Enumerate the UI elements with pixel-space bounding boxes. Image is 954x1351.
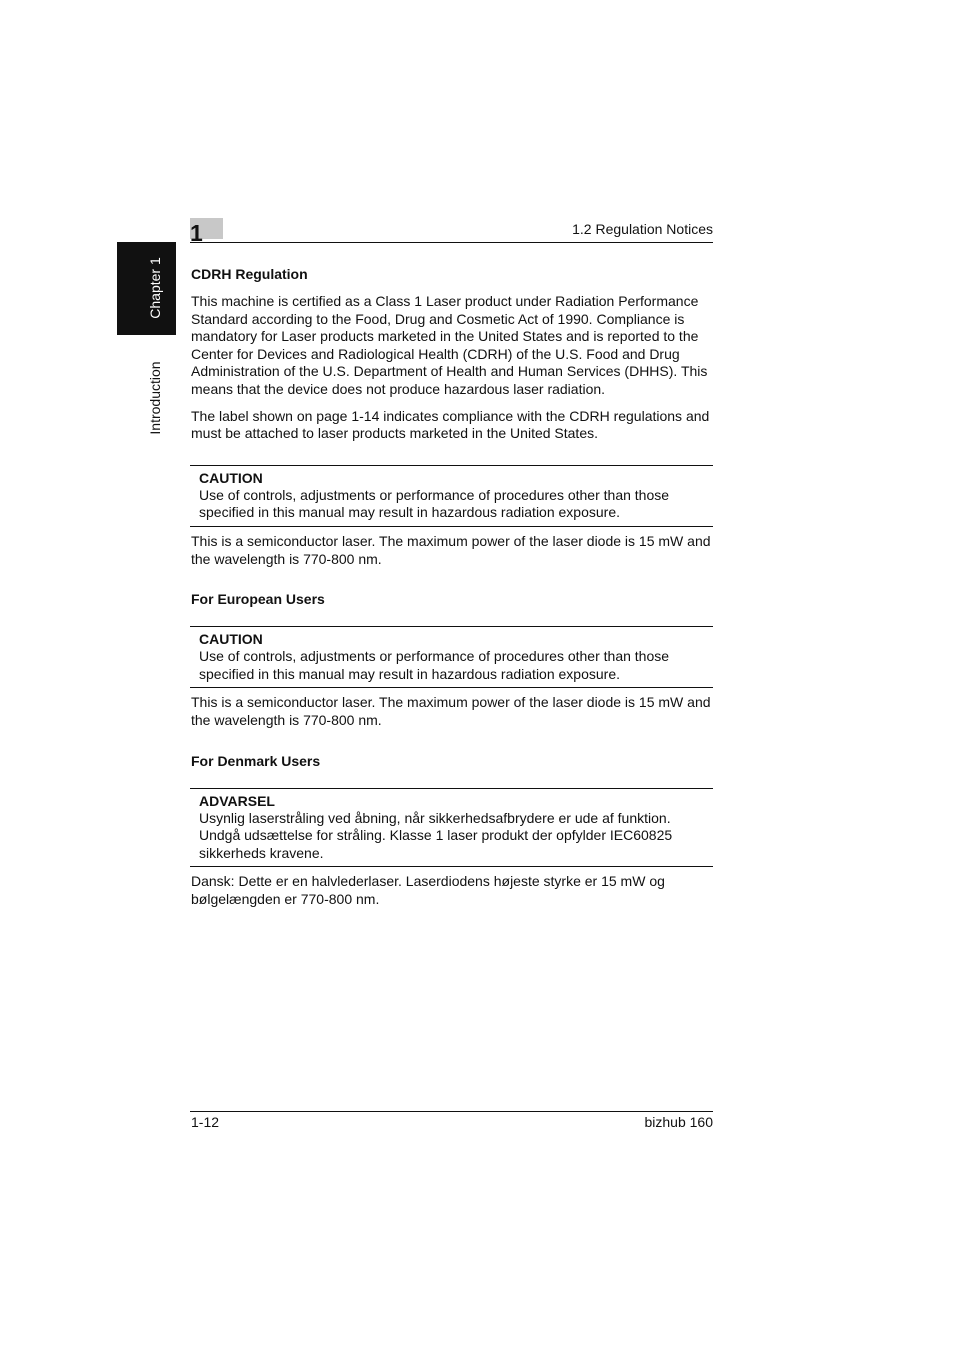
denmark-advarsel-notice bbox=[190, 788, 713, 868]
cdrh-paragraph-2: The label shown on page 1-14 indicates compliance with the CDRH regulations and must be attached to laser products marketed in the United States. bbox=[191, 407, 710, 442]
denmark-laser-spec: Dansk: Dette er en halvlederlaser. Laserdiodens højeste styrke er 15 mW og bølgelængden er 770-800 nm. bbox=[191, 873, 665, 907]
european-laser-spec: This is a semiconductor laser. The maximum power of the laser diode is 15 mW and the wavelength is 770-800 nm. bbox=[191, 694, 711, 728]
side-tab-chapter-label: Chapter 1 bbox=[147, 257, 163, 319]
advarsel-title: ADVARSEL bbox=[199, 792, 275, 809]
cdrh-paragraph-1: This machine is certified as a Class 1 Laser product under Radiation Performance Standard according to the Food, Drug and Cosmetic Act of 1990. Compliance is mandatory for Laser products marketed in the United States and is reported to the Center for Devices and Radiological Health (CDRH) of the U.S. Food and Drug Administration of the U.S. Department of Health and Human Services (DHHS). This means that the device does not produce hazardous laser radiation. bbox=[191, 293, 708, 397]
spacer bbox=[191, 618, 713, 626]
spacer bbox=[191, 452, 713, 465]
header-rule bbox=[190, 242, 713, 243]
product-name: bizhub 160 bbox=[644, 1114, 713, 1130]
caution-text: Use of controls, adjustments or performance of procedures other than those specified in this manual may result in hazardous radiation exposure. bbox=[199, 648, 670, 682]
caution-title: CAUTION bbox=[199, 631, 263, 648]
cdrh-laser-spec: This is a semiconductor laser. The maximum power of the laser diode is 15 mW and the wavelength is 770-800 nm. bbox=[191, 532, 711, 567]
header-section-title: 1.2 Regulation Notices bbox=[572, 221, 713, 237]
chapter-number: 1 bbox=[190, 220, 203, 246]
spacer bbox=[191, 780, 713, 788]
cdrh-heading: CDRH Regulation bbox=[191, 266, 308, 282]
denmark-heading: For Denmark Users bbox=[191, 752, 321, 769]
caution-text: Use of controls, adjustments or performance of procedures other than those specified in this manual may result in hazardous radiation exposure. bbox=[199, 486, 670, 521]
european-heading: For European Users bbox=[191, 591, 325, 608]
cdrh-caution-notice bbox=[190, 465, 713, 527]
advarsel-text: Usynlig laserstråling ved åbning, når sikkerhedsafbrydere er ude af funktion. Undgå udsættelse for stråling. Klasse 1 laser produkt der opfylder IEC60825 sikkerheds kravene. bbox=[199, 809, 673, 861]
european-caution-notice bbox=[190, 626, 713, 688]
side-tab-section-label: Introduction bbox=[147, 361, 163, 435]
footer-rule bbox=[190, 1111, 713, 1112]
main-content bbox=[191, 263, 713, 917]
caution-title: CAUTION bbox=[199, 469, 263, 486]
page-number: 1-12 bbox=[191, 1114, 220, 1130]
